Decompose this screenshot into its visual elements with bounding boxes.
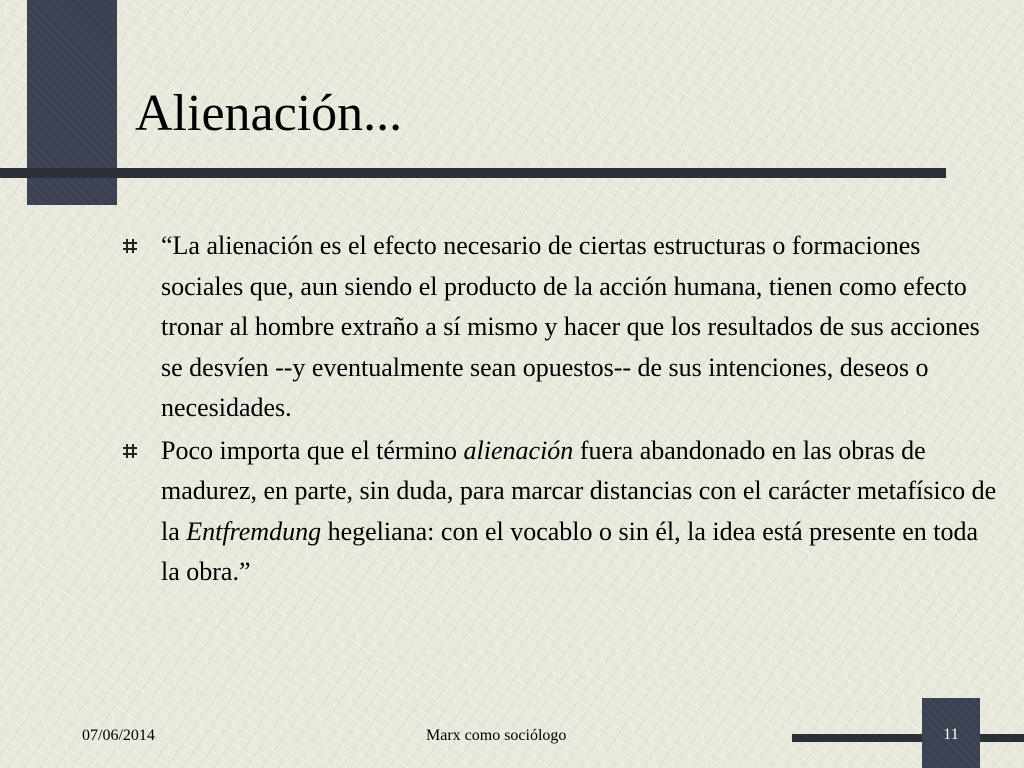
- slide-title: Alienación...: [135, 85, 403, 142]
- title-rule: [0, 168, 946, 178]
- bullet-segment: Poco importa que el término: [161, 435, 464, 465]
- hash-bullet-icon: [122, 238, 138, 254]
- footer-rule: [792, 734, 922, 742]
- page-number: 11: [943, 726, 959, 743]
- footer-title: Marx como sociólogo: [426, 727, 567, 744]
- bullet-segment-italic: Entfremdung: [186, 516, 322, 546]
- hash-bullet-icon: [122, 443, 138, 459]
- bullet-segment-italic: alienación: [463, 435, 574, 465]
- bullet-segment: “La alienación es el efecto necesario de ciertas estructuras o formaciones sociales que, aun siendo el producto de la acción humana, tienen como efecto tronar al hombre extraño a sí mismo y hacer que los resultados de sus acciones se desvíen --y eventualmente sean opuestos-- de sus intenciones, deseos o necesidades.: [161, 231, 980, 422]
- bullet-item: [122, 431, 1002, 593]
- bullet-text: [161, 231, 980, 422]
- bullet-segment: fuera abandonado en las obras de madurez, en parte, sin duda, para marcar distancias con el carácter metafísico de la: [161, 435, 997, 546]
- bullet-segment: hegeliana: con el vocablo o sin él, la idea está presente en toda la obra.”: [161, 516, 979, 586]
- bullet-text: [161, 436, 996, 587]
- bullet-item: [122, 226, 1002, 429]
- footer-date: 07/06/2014: [82, 727, 155, 744]
- footer-rule: [980, 734, 1024, 742]
- slide-content: [122, 226, 1002, 595]
- page-number-box: [922, 698, 980, 768]
